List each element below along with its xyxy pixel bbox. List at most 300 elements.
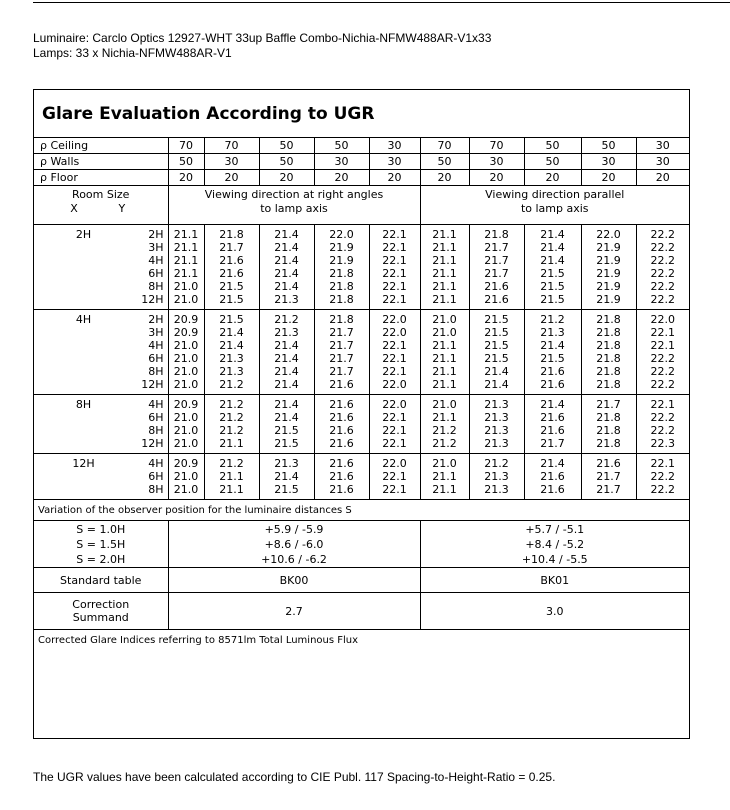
reflectance-value: 30 [581, 154, 636, 170]
corrected-glare-note: Corrected Glare Indices referring to 8571lm Total Luminous Flux [34, 630, 689, 651]
ugr-value: 21.6 [329, 411, 354, 424]
ugr-value: 21.0 [432, 326, 457, 339]
ugr-value: 21.7 [329, 352, 354, 365]
reflectance-value: 50 [524, 138, 581, 154]
correction-right: 2.7 [168, 593, 420, 630]
reflectance-value: 70 [168, 138, 204, 154]
ugr-value: 22.0 [382, 457, 407, 470]
ugr-value: 22.2 [650, 280, 675, 293]
ugr-value: 22.1 [382, 424, 407, 437]
ugr-value: 21.7 [596, 398, 621, 411]
ugr-value: 21.6 [484, 293, 509, 306]
reflectance-value: 70 [420, 138, 469, 154]
ugr-value: 22.0 [382, 326, 407, 339]
ugr-value: 22.0 [382, 398, 407, 411]
ugr-value: 21.8 [219, 228, 244, 241]
reflectance-value: 30 [369, 154, 420, 170]
ugr-value: 21.3 [484, 424, 509, 437]
ugr-value: 21.8 [329, 293, 354, 306]
ugr-value: 21.9 [596, 254, 621, 267]
ugr-value: 21.7 [596, 483, 621, 496]
ugr-value: 21.2 [219, 411, 244, 424]
standard-table-row [34, 568, 689, 593]
ugr-value-column [581, 310, 636, 395]
ugr-value: 21.1 [173, 241, 199, 254]
ugr-value: 21.1 [432, 293, 457, 306]
room-y-value: 6H [148, 267, 164, 280]
ugr-value: 21.1 [219, 470, 244, 483]
ugr-value: 22.1 [650, 326, 675, 339]
ugr-value: 21.0 [173, 437, 199, 450]
ugr-value: 21.4 [274, 254, 299, 267]
ugr-value: 21.4 [540, 457, 565, 470]
ugr-value: 22.0 [329, 228, 354, 241]
ugr-value: 21.7 [329, 339, 354, 352]
ugr-value: 21.7 [484, 267, 509, 280]
ugr-value: 22.1 [382, 280, 407, 293]
variation-note: Variation of the observer position for the luminaire distances S [34, 500, 689, 521]
ugr-value: 22.1 [382, 352, 407, 365]
ugr-value-column [259, 395, 314, 454]
ugr-value: 21.0 [173, 424, 199, 437]
ugr-value: 21.3 [219, 352, 244, 365]
ugr-value: 21.3 [484, 470, 509, 483]
ugr-value: 21.5 [219, 293, 244, 306]
ugr-value: 22.0 [650, 313, 675, 326]
room-y-value: 8H [148, 280, 164, 293]
ugr-evaluation-panel [33, 89, 690, 739]
room-y-value: 12H [141, 293, 164, 306]
ugr-value-column [420, 395, 469, 454]
room-size-label: Room Size [72, 188, 130, 201]
room-size-group-8h [34, 395, 689, 454]
footer-note-row [34, 630, 689, 651]
ugr-value: 21.4 [274, 339, 299, 352]
ugr-value: 21.1 [432, 280, 457, 293]
ugr-value: 21.2 [219, 378, 244, 391]
room-y-value: 3H [148, 241, 164, 254]
ugr-value: 21.3 [484, 411, 509, 424]
room-y-value: 3H [148, 326, 164, 339]
ugr-value: 22.2 [650, 352, 675, 365]
reflectance-value: 30 [314, 154, 369, 170]
reflectance-value: 70 [469, 138, 524, 154]
ugr-value: 21.0 [432, 313, 457, 326]
ugr-value: 21.4 [540, 339, 565, 352]
ugr-value: 21.2 [274, 313, 299, 326]
ugr-value: 22.0 [382, 313, 407, 326]
ugr-value: 22.2 [650, 267, 675, 280]
reflectance-value: 30 [469, 154, 524, 170]
ugr-value-column [420, 310, 469, 395]
room-size-group-12h [34, 454, 689, 500]
room-y-values [133, 310, 168, 395]
ugr-value: 21.6 [329, 437, 354, 450]
ugr-value: 20.9 [173, 457, 199, 470]
ugr-value: 21.0 [173, 411, 199, 424]
ugr-value: 22.1 [382, 365, 407, 378]
ugr-value-column [524, 395, 581, 454]
ugr-value-column [369, 225, 420, 310]
ugr-value: 21.3 [274, 326, 299, 339]
ugr-value: 21.1 [432, 411, 457, 424]
ugr-value: 21.1 [432, 254, 457, 267]
ugr-value: 21.4 [274, 280, 299, 293]
ugr-value: 21.4 [274, 470, 299, 483]
ugr-value: 21.4 [219, 339, 244, 352]
ugr-value: 21.9 [329, 241, 354, 254]
ugr-value: 21.8 [596, 411, 621, 424]
ugr-value: 22.2 [650, 483, 675, 496]
ugr-value-column [636, 454, 689, 500]
ugr-value-column [314, 454, 369, 500]
room-size-y-label: Y [118, 202, 126, 215]
spacing-labels: S = 1.0H S = 1.5H S = 2.0H [34, 521, 168, 568]
ugr-value: 21.5 [540, 280, 565, 293]
reflectance-value: 20 [314, 170, 369, 186]
ugr-value: 21.8 [596, 313, 621, 326]
ugr-value: 21.4 [274, 241, 299, 254]
ugr-value-column [168, 395, 204, 454]
ugr-value: 21.7 [484, 254, 509, 267]
ugr-value: 20.9 [173, 326, 199, 339]
room-y-value: 6H [148, 470, 164, 483]
ugr-value-column [636, 395, 689, 454]
luminaire-line: Luminaire: Carclo Optics 12927-WHT 33up Baffle Combo-Nichia-NFMW488AR-V1x33 [33, 31, 492, 45]
calculation-note: The UGR values have been calculated according to CIE Publ. 117 Spacing-to-Height-Ratio = 0.25. [33, 770, 556, 784]
ugr-value: 20.9 [173, 398, 199, 411]
ugr-value: 21.7 [219, 241, 244, 254]
spacing-right-angles-values: +5.9 / -5.9 +8.6 / -6.0 +10.6 / -6.2 [168, 521, 420, 568]
ugr-value: 21.1 [173, 267, 199, 280]
ugr-value-column [168, 454, 204, 500]
ugr-value: 21.0 [173, 352, 199, 365]
reflectance-label: ρ Walls [34, 154, 168, 170]
ugr-value: 21.2 [432, 424, 457, 437]
ugr-value: 22.2 [650, 411, 675, 424]
ugr-value: 21.0 [432, 457, 457, 470]
ugr-value: 21.5 [484, 326, 509, 339]
reflectance-value: 30 [636, 154, 689, 170]
ugr-value: 21.1 [173, 254, 199, 267]
ugr-value: 20.9 [173, 313, 199, 326]
ugr-value: 21.8 [329, 280, 354, 293]
ugr-value-column [581, 225, 636, 310]
ugr-value: 21.4 [219, 326, 244, 339]
reflectance-value: 50 [524, 154, 581, 170]
ugr-value: 21.5 [274, 424, 299, 437]
room-size-x-label: X [70, 202, 78, 215]
ugr-value-column [259, 225, 314, 310]
ugr-value: 21.6 [540, 483, 565, 496]
room-x-value: 12H [34, 454, 133, 500]
ugr-value: 22.1 [650, 457, 675, 470]
reflectance-value: 20 [369, 170, 420, 186]
ugr-value: 21.9 [596, 267, 621, 280]
ugr-value: 22.2 [650, 365, 675, 378]
room-y-value: 2H [148, 313, 164, 326]
reflectance-value: 50 [259, 138, 314, 154]
ugr-value: 21.1 [219, 483, 244, 496]
ugr-value: 22.1 [650, 398, 675, 411]
ugr-value-column [636, 310, 689, 395]
ugr-value: 22.2 [650, 424, 675, 437]
room-y-value: 12H [141, 437, 164, 450]
reflectance-value: 30 [636, 138, 689, 154]
ugr-value: 21.2 [540, 313, 565, 326]
ugr-value: 22.1 [382, 483, 407, 496]
ugr-value: 21.6 [329, 378, 354, 391]
viewing-right-angles-header: Viewing direction at right angles to lamp axis [168, 186, 420, 225]
ugr-value: 22.2 [650, 254, 675, 267]
ugr-value-column [469, 225, 524, 310]
ugr-value: 21.6 [219, 254, 244, 267]
reflectance-value: 20 [636, 170, 689, 186]
ugr-value: 21.3 [484, 483, 509, 496]
ugr-value: 22.1 [382, 241, 407, 254]
ugr-value: 21.2 [219, 457, 244, 470]
ugr-value: 22.1 [382, 293, 407, 306]
ugr-value: 21.3 [540, 326, 565, 339]
ugr-value: 21.8 [484, 228, 509, 241]
ugr-value: 21.2 [219, 424, 244, 437]
ugr-value: 21.9 [596, 241, 621, 254]
ugr-title: Glare Evaluation According to UGR [42, 104, 375, 124]
room-y-value: 6H [148, 352, 164, 365]
reflectance-value: 50 [420, 154, 469, 170]
ugr-value: 21.9 [596, 280, 621, 293]
correction-summand-row [34, 593, 689, 630]
ugr-value: 22.0 [382, 378, 407, 391]
ugr-value: 21.6 [329, 483, 354, 496]
room-size-group-4h [34, 310, 689, 395]
ugr-value: 21.6 [540, 365, 565, 378]
page-top-rule [33, 2, 730, 3]
ugr-value: 21.4 [274, 228, 299, 241]
reflectance-row [34, 138, 689, 154]
ugr-value: 22.2 [650, 241, 675, 254]
correction-label: Correction Summand [34, 593, 168, 630]
ugr-value: 21.2 [484, 457, 509, 470]
ugr-value-column [420, 454, 469, 500]
ugr-value-column [259, 454, 314, 500]
ugr-value: 21.1 [432, 470, 457, 483]
ugr-value: 21.5 [274, 483, 299, 496]
ugr-value-column [314, 310, 369, 395]
ugr-value: 21.4 [274, 267, 299, 280]
ugr-value-column [168, 225, 204, 310]
ugr-value: 21.0 [173, 365, 199, 378]
ugr-value: 21.8 [596, 326, 621, 339]
ugr-value: 22.1 [382, 470, 407, 483]
ugr-value: 21.8 [596, 437, 621, 450]
ugr-value: 21.3 [274, 457, 299, 470]
ugr-value-column [581, 454, 636, 500]
ugr-value: 21.8 [596, 365, 621, 378]
ugr-value: 21.6 [329, 457, 354, 470]
room-y-values [133, 454, 168, 500]
ugr-value: 21.5 [219, 313, 244, 326]
viewing-parallel-header: Viewing direction parallel to lamp axis [420, 186, 689, 225]
ugr-value: 21.3 [484, 398, 509, 411]
ugr-value: 22.1 [382, 267, 407, 280]
ugr-value: 21.5 [484, 352, 509, 365]
ugr-value-column [369, 454, 420, 500]
reflectance-value: 20 [581, 170, 636, 186]
ugr-value: 21.2 [219, 398, 244, 411]
ugr-value: 21.1 [219, 437, 244, 450]
variation-note-row [34, 500, 689, 521]
ugr-value: 21.7 [329, 365, 354, 378]
room-y-value: 8H [148, 365, 164, 378]
ugr-value: 21.9 [596, 293, 621, 306]
ugr-value: 21.7 [540, 437, 565, 450]
ugr-value: 21.4 [540, 398, 565, 411]
lamps-line: Lamps: 33 x Nichia-NFMW488AR-V1 [33, 46, 232, 60]
ugr-value: 22.1 [382, 411, 407, 424]
ugr-value: 21.1 [432, 365, 457, 378]
ugr-value-column [420, 225, 469, 310]
reflectance-value: 20 [469, 170, 524, 186]
ugr-value: 21.2 [432, 437, 457, 450]
ugr-value: 21.1 [432, 352, 457, 365]
reflectance-value: 30 [204, 154, 259, 170]
ugr-value: 21.5 [484, 313, 509, 326]
room-y-value: 4H [148, 339, 164, 352]
ugr-value-column [469, 395, 524, 454]
viewing-header-row [34, 186, 689, 225]
room-size-axes [34, 202, 168, 216]
ugr-value-column [314, 395, 369, 454]
ugr-value: 21.6 [484, 280, 509, 293]
room-y-value: 12H [141, 378, 164, 391]
ugr-value: 21.7 [596, 470, 621, 483]
reflectance-value: 50 [314, 138, 369, 154]
ugr-value: 21.9 [329, 254, 354, 267]
ugr-value: 22.1 [382, 437, 407, 450]
ugr-value: 21.6 [596, 457, 621, 470]
reflectance-value: 30 [369, 138, 420, 154]
ugr-value: 21.5 [540, 267, 565, 280]
reflectance-value: 50 [259, 154, 314, 170]
ugr-value-column [524, 310, 581, 395]
room-x-value: 8H [34, 395, 133, 454]
ugr-value: 21.6 [540, 378, 565, 391]
room-size-header [34, 186, 168, 225]
ugr-value: 21.4 [274, 365, 299, 378]
ugr-value: 22.1 [382, 228, 407, 241]
ugr-value: 21.3 [219, 365, 244, 378]
reflectance-label: ρ Floor [34, 170, 168, 186]
ugr-value: 21.6 [329, 424, 354, 437]
ugr-value: 22.0 [596, 228, 621, 241]
room-y-value: 8H [148, 483, 164, 496]
room-y-values [133, 225, 168, 310]
ugr-value: 21.4 [484, 365, 509, 378]
ugr-value: 21.0 [173, 293, 199, 306]
ugr-value: 21.8 [596, 424, 621, 437]
ugr-value-column [369, 395, 420, 454]
standard-table-parallel: BK01 [420, 568, 689, 593]
ugr-value: 21.1 [173, 228, 199, 241]
ugr-value: 21.4 [540, 241, 565, 254]
ugr-value: 22.1 [650, 339, 675, 352]
ugr-value-column [469, 454, 524, 500]
ugr-value: 21.6 [540, 424, 565, 437]
ugr-value: 22.3 [650, 437, 675, 450]
ugr-value: 21.7 [329, 326, 354, 339]
ugr-value: 21.4 [274, 411, 299, 424]
ugr-table [34, 137, 689, 650]
ugr-value: 21.4 [274, 378, 299, 391]
ugr-value: 22.2 [650, 470, 675, 483]
ugr-value: 22.2 [650, 228, 675, 241]
ugr-value: 21.0 [173, 470, 199, 483]
ugr-value: 21.0 [173, 483, 199, 496]
ugr-value: 21.8 [596, 339, 621, 352]
standard-table-label: Standard table [34, 568, 168, 593]
reflectance-value: 20 [168, 170, 204, 186]
room-y-values [133, 395, 168, 454]
room-y-value: 2H [148, 228, 164, 241]
ugr-value: 21.4 [274, 398, 299, 411]
reflectance-value: 20 [204, 170, 259, 186]
ugr-value-column [204, 225, 259, 310]
ugr-value: 21.6 [540, 411, 565, 424]
ugr-value: 21.8 [329, 313, 354, 326]
ugr-value: 22.2 [650, 293, 675, 306]
ugr-value-column [524, 454, 581, 500]
reflectance-value: 50 [581, 138, 636, 154]
ugr-value: 21.8 [329, 267, 354, 280]
room-size-group-2h [34, 225, 689, 310]
ugr-value-column [204, 395, 259, 454]
reflectance-value: 70 [204, 138, 259, 154]
ugr-value: 21.4 [540, 228, 565, 241]
room-y-value: 8H [148, 424, 164, 437]
ugr-value: 22.1 [382, 254, 407, 267]
ugr-value-column [469, 310, 524, 395]
ugr-value: 21.1 [432, 378, 457, 391]
ugr-value: 21.0 [173, 339, 199, 352]
ugr-value: 22.1 [382, 339, 407, 352]
ugr-value: 21.5 [540, 293, 565, 306]
spacing-parallel-values: +5.7 / -5.1 +8.4 / -5.2 +10.4 / -5.5 [420, 521, 689, 568]
ugr-value: 21.1 [432, 228, 457, 241]
ugr-value: 21.6 [329, 398, 354, 411]
ugr-value: 21.3 [484, 437, 509, 450]
correction-parallel: 3.0 [420, 593, 689, 630]
reflectance-label: ρ Ceiling [34, 138, 168, 154]
room-y-value: 6H [148, 411, 164, 424]
ugr-value: 21.7 [484, 241, 509, 254]
ugr-value: 21.8 [596, 378, 621, 391]
ugr-value: 21.1 [432, 241, 457, 254]
ugr-value: 21.4 [540, 254, 565, 267]
ugr-value: 21.3 [274, 293, 299, 306]
ugr-value-column [524, 225, 581, 310]
ugr-value: 21.4 [274, 352, 299, 365]
ugr-value: 21.1 [432, 483, 457, 496]
ugr-value-column [369, 310, 420, 395]
spacing-variation-row [34, 521, 689, 568]
ugr-value-column [259, 310, 314, 395]
ugr-value: 21.8 [596, 352, 621, 365]
ugr-value-column [204, 454, 259, 500]
ugr-value: 22.2 [650, 378, 675, 391]
ugr-value: 21.0 [173, 280, 199, 293]
room-y-value: 4H [148, 398, 164, 411]
